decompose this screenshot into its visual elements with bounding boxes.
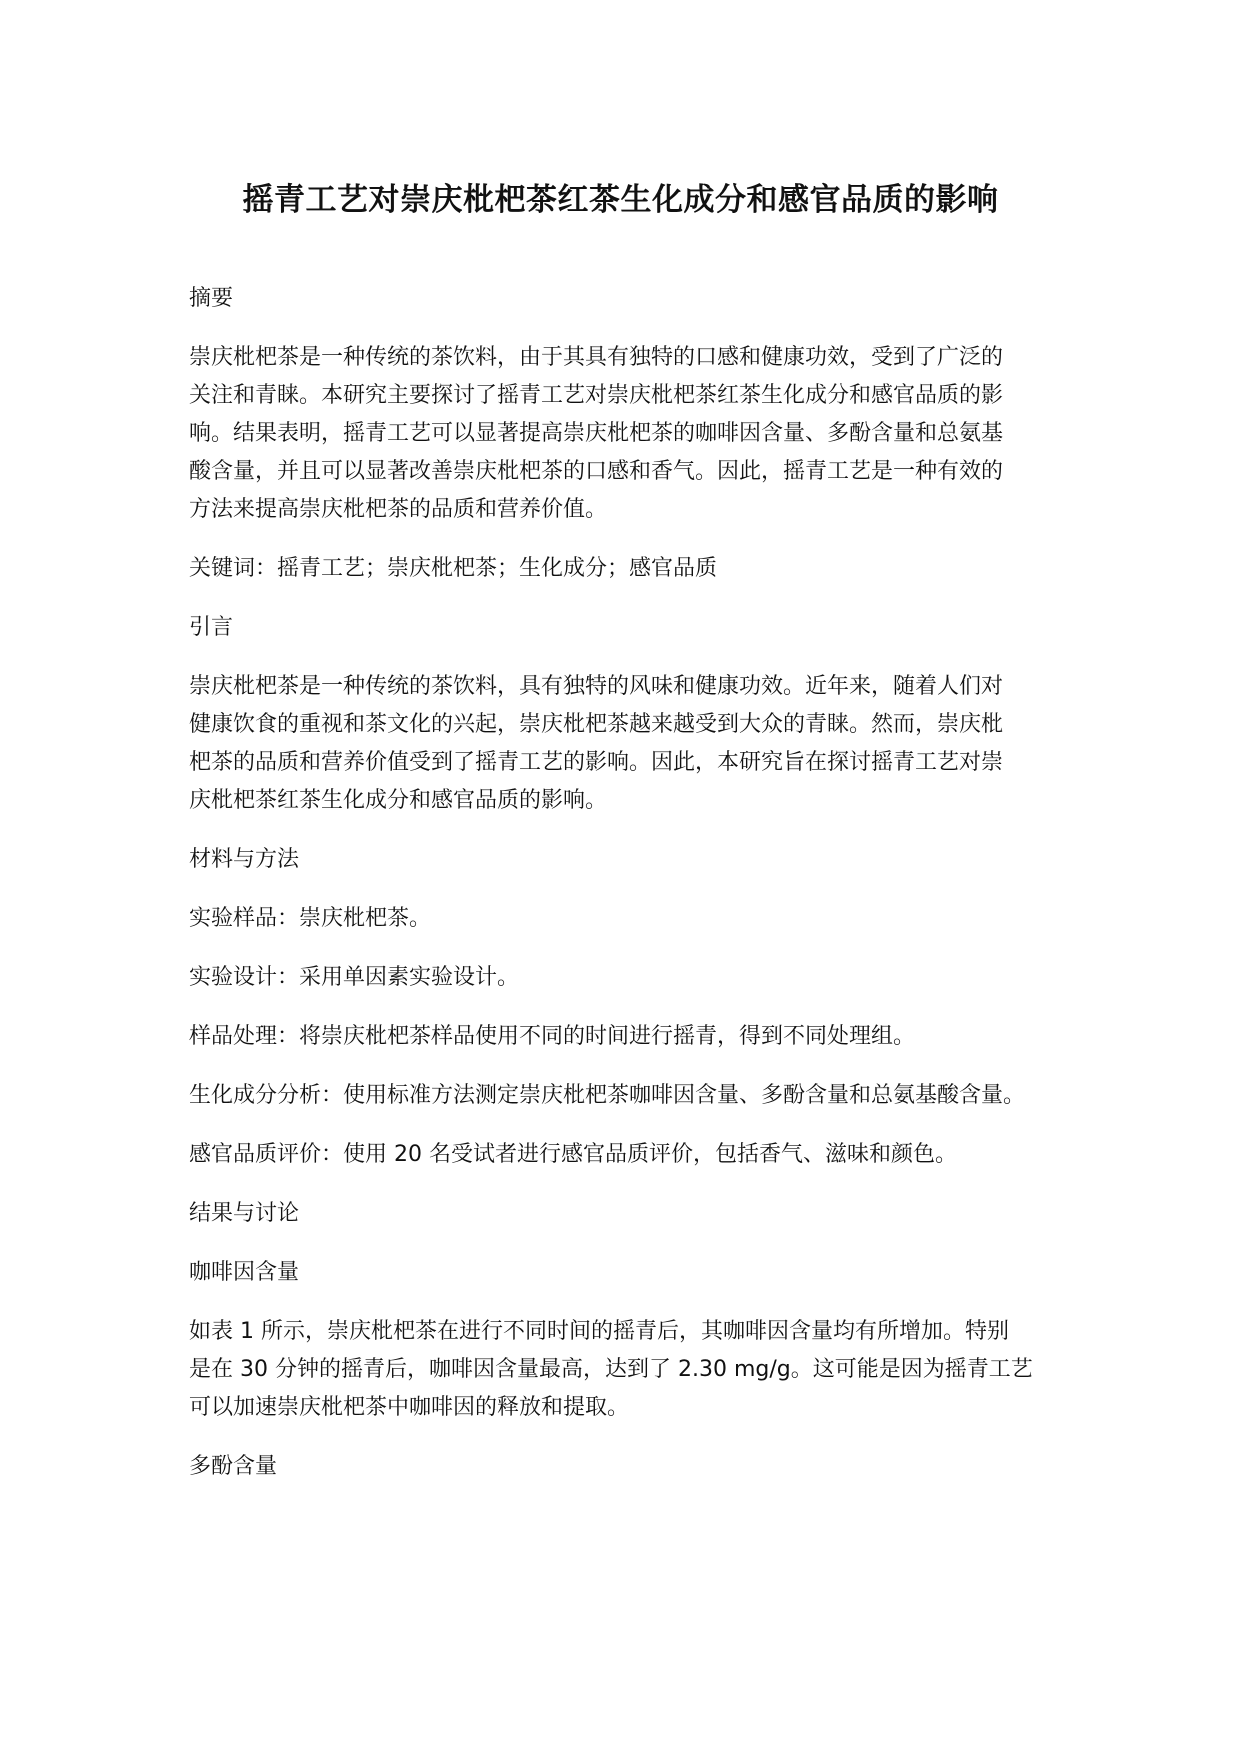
abstract-line: 崇庆枇杷茶是一种传统的茶饮料，由于其具有独特的口感和健康功效，受到了广泛的: [189, 345, 1004, 370]
abstract-paragraph: [189, 339, 1069, 529]
document-body: [189, 280, 1069, 1486]
method-sample: 实验样品：崇庆枇杷茶。: [189, 906, 432, 931]
polyphenol-heading: 多酚含量: [189, 1454, 278, 1479]
caffeine-line: 可以加速崇庆枇杷茶中咖啡因的释放和提取。: [189, 1395, 630, 1420]
abstract-heading: 摘要: [189, 286, 234, 311]
caffeine-line: 如表 1 所示，崇庆枇杷茶在进行不同时间的摇青后，其咖啡因含量均有所增加。特别: [189, 1319, 1009, 1344]
document-title: 摇青工艺对崇庆枇杷茶红茶生化成分和感官品质的影响: [242, 182, 999, 218]
intro-line: 杷茶的品质和营养价值受到了摇青工艺的影响。因此，本研究旨在探讨摇青工艺对崇: [189, 750, 1004, 775]
abstract-line: 关注和青睐。本研究主要探讨了摇青工艺对崇庆枇杷茶红茶生化成分和感官品质的影: [189, 383, 1004, 408]
method-design: 实验设计：采用单因素实验设计。: [189, 965, 520, 990]
caffeine-heading: 咖啡因含量: [189, 1260, 300, 1285]
results-heading: 结果与讨论: [189, 1201, 300, 1226]
abstract-line: 酸含量，并且可以显著改善崇庆枇杷茶的口感和香气。因此，摇青工艺是一种有效的: [189, 459, 1004, 484]
intro-line: 健康饮食的重视和茶文化的兴起，崇庆枇杷茶越来越受到大众的青睐。然而，崇庆枇: [189, 712, 1004, 737]
method-analysis: 生化成分分析：使用标准方法测定崇庆枇杷茶咖啡因含量、多酚含量和总氨基酸含量。: [189, 1083, 1026, 1108]
intro-heading: 引言: [189, 615, 234, 640]
intro-line: 庆枇杷茶红茶生化成分和感官品质的影响。: [189, 788, 608, 813]
caffeine-paragraph: [189, 1313, 1069, 1427]
caffeine-line: 是在 30 分钟的摇青后，咖啡因含量最高，达到了 2.30 mg/g。这可能是因为摇青工艺: [189, 1357, 1033, 1382]
intro-paragraph: [189, 668, 1069, 820]
keywords: 关键词：摇青工艺；崇庆枇杷茶；生化成分；感官品质: [189, 556, 718, 581]
methods-heading: 材料与方法: [189, 847, 300, 872]
abstract-line: 方法来提高崇庆枇杷茶的品质和营养价值。: [189, 497, 608, 522]
method-sensory: 感官品质评价：使用 20 名受试者进行感官品质评价，包括香气、滋味和颜色。: [189, 1142, 957, 1167]
intro-line: 崇庆枇杷茶是一种传统的茶饮料，具有独特的风味和健康功效。近年来，随着人们对: [189, 674, 1004, 699]
method-processing: 样品处理：将崇庆枇杷茶样品使用不同的时间进行摇青，得到不同处理组。: [189, 1024, 916, 1049]
abstract-line: 响。结果表明，摇青工艺可以显著提高崇庆枇杷茶的咖啡因含量、多酚含量和总氨基: [189, 421, 1004, 446]
